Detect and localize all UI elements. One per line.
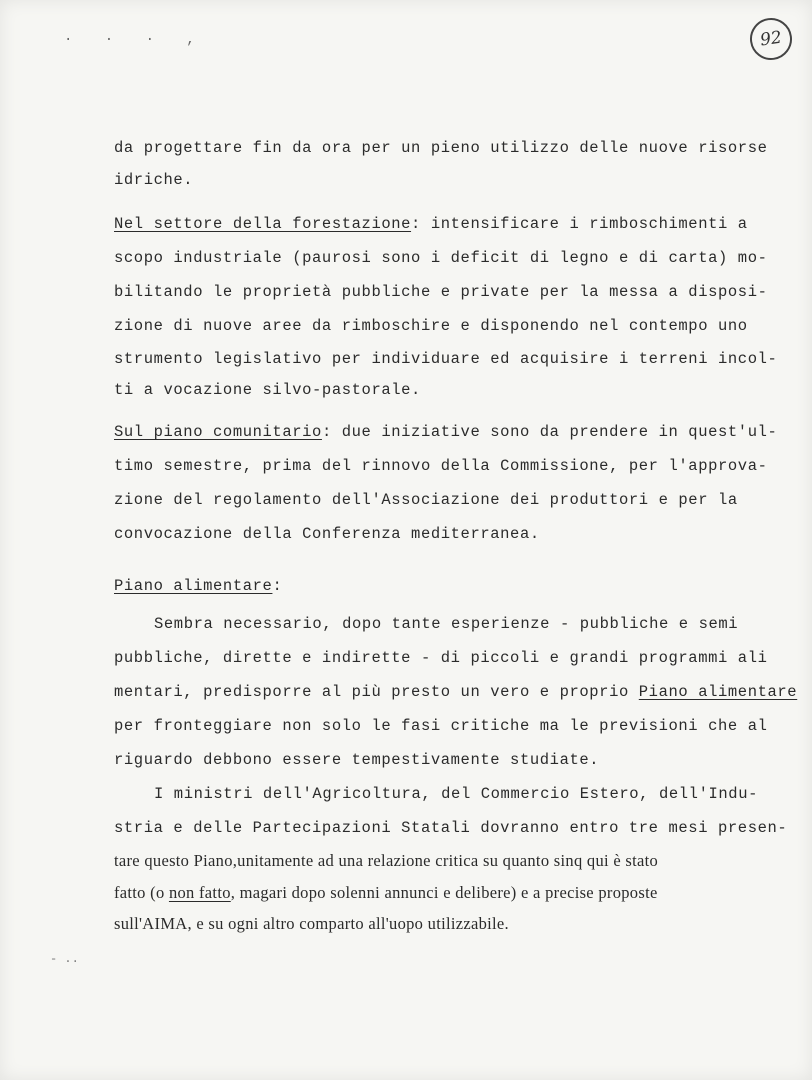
text-line: convocazione della Conferenza mediterranea.: [114, 525, 540, 543]
text-line: da progettare fin da ora per un pieno utilizzo delle nuove risorse: [114, 139, 768, 157]
text-line: ti a vocazione silvo-pastorale.: [114, 381, 421, 399]
text-line: bilitando le proprietà pubbliche e private per la messa a disposi-: [114, 283, 768, 301]
text-line: fatto (o non fatto, magari dopo solenni annunci e delibere) e a precise proposte: [114, 883, 658, 902]
text-line: riguardo debbono essere tempestivamente studiate.: [114, 751, 600, 769]
text-line: zione del regolamento dell'Associazione dei produttori e per la: [114, 491, 738, 509]
text-line: I ministri dell'Agricoltura, del Commercio Estero, dell'Indu-: [154, 785, 758, 803]
section-heading-piano-comunitario: Sul piano comunitario: [114, 423, 322, 441]
text-line: stria e delle Partecipazioni Statali dovranno entro tre mesi presen-: [114, 819, 788, 837]
underlined-non-fatto: non fatto: [168, 883, 231, 902]
text-line: tare questo Piano,unitamente ad una relazione critica su quanto sinq qui è stato: [114, 851, 659, 870]
text-line: strumento legislativo per individuare ed acquisire i terreni incol-: [114, 350, 778, 368]
text-line: Nel settore della forestazione: intensificare i rimboschimenti a: [114, 215, 748, 233]
text-line: idriche.: [114, 171, 194, 189]
bottom-marks: - ..: [50, 952, 79, 966]
text-line: Sembra necessario, dopo tante esperienze - pubbliche e semi: [154, 615, 739, 633]
section-heading-piano-alimentare: Piano alimentare: [114, 577, 273, 595]
text-line: mentari, predisporre al più presto un vero e proprio Piano alimentare: [114, 683, 798, 701]
text-line: per fronteggiare non solo le fasi critiche ma le previsioni che al: [114, 717, 768, 735]
text-line: zione di nuove aree da rimboschire e disponendo nel contempo uno: [114, 317, 748, 335]
text-line: pubbliche, dirette e indirette - di piccoli e grandi programmi ali: [114, 649, 768, 667]
page-number-stamp: 92: [747, 15, 794, 62]
text-line: sull'AIMA, e su ogni altro comparto all'uopo utilizzabile.: [114, 914, 509, 933]
text-line: scopo industriale (paurosi sono i deficit di legno e di carta) mo-: [114, 249, 768, 267]
underlined-piano-alimentare: Piano alimentare: [638, 683, 798, 701]
top-marks: · · · ,: [64, 32, 207, 48]
text-line: Sul piano comunitario: due iniziative sono da prendere in quest'ul-: [114, 423, 778, 441]
section-heading-forestazione: Nel settore della forestazione: [114, 215, 412, 233]
text-line: timo semestre, prima del rinnovo della Commissione, per l'approva-: [114, 457, 768, 475]
text-line: Piano alimentare:: [114, 577, 283, 595]
